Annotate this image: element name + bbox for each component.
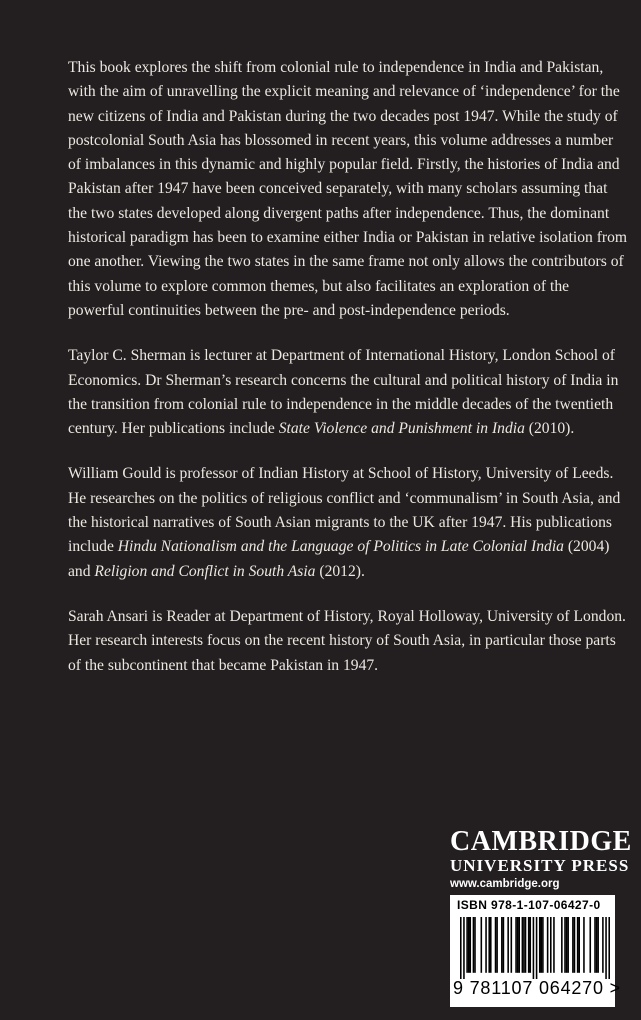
barcode-digits: 9 781107 064270 > — [453, 978, 621, 998]
barcode-bar — [550, 917, 552, 973]
publisher-logo — [450, 826, 632, 893]
barcode-bar — [583, 917, 585, 973]
barcode-bar — [561, 917, 563, 973]
author-bio-sherman — [68, 344, 628, 441]
barcode-bars — [460, 917, 610, 979]
barcode-bar — [572, 917, 574, 973]
barcode-bar — [473, 917, 475, 973]
barcode-bar — [597, 917, 599, 973]
publisher-subtitle: UNIVERSITY PRESS — [450, 856, 630, 875]
barcode-bar — [511, 917, 513, 973]
barcode-bar — [578, 917, 580, 973]
barcode-bar — [518, 917, 520, 973]
barcode-bar — [460, 917, 462, 979]
barcode-bar — [533, 917, 535, 979]
barcode-bar — [528, 917, 530, 973]
back-cover-blurb — [68, 56, 628, 699]
author-bio-gould — [68, 462, 628, 583]
barcode-bar — [522, 917, 524, 973]
author-bio-ansari: Sarah Ansari is Reader at Department of History, Royal Holloway, University of London. Her research interests focus on the recent history of South Asia, in particular those parts of the subcontinent that became Pakistan in 1947. — [68, 607, 626, 674]
barcode-bar — [517, 917, 519, 973]
barcode-bar — [496, 917, 498, 973]
barcode-bar — [507, 917, 509, 973]
bio-text: Taylor C. Sherman is lecturer at Department of International History, London School of Economics. Dr Sherman’s research concerns the cultural and political history of India in the transition from colonial rule to independence in the middle decades of the twentieth century. Her publications include — [68, 347, 619, 438]
book-description: This book explores the shift from colonial rule to independence in India and Pakistan, with the aim of unravelling the explicit meaning and relevance of ‘independence’ for the new citizens of India and Pakistan during the two decades post 1947. While the study of postcolonial South Asia has blossomed in recent years, this volume addresses a number of imbalances in this dynamic and highly popular field. Firstly, the histories of India and Pakistan after 1947 have been conceived separately, with many scholars assuming that the two states developed along divergent paths after independence. Thus, the dominant historical paradigm has been to examine either India or Pakistan in relative isolation from one another. Viewing the two states in the same frame not only allows the contributors of this volume to explore common themes, but also facilitates an exploration of the powerful continuities between the pre- and post-independence periods. — [68, 59, 628, 319]
barcode-bar — [481, 917, 483, 973]
barcode-bar — [542, 917, 544, 973]
barcode-bar — [577, 917, 579, 973]
barcode-bar — [525, 917, 527, 973]
barcode-bar — [596, 917, 598, 973]
barcode-bar — [539, 917, 541, 973]
barcode-bar — [485, 917, 487, 973]
barcode-bar — [488, 917, 490, 973]
barcode-bar — [536, 917, 538, 979]
barcode-bar — [566, 917, 568, 973]
barcode-bar — [501, 917, 503, 973]
bio-text: William Gould is professor of Indian History at School of History, University of Leeds. He researches on the politics of religious conflict and ‘communalism’ in South Asia, and the historical narratives of South Asian migrants to the UK after 1947. His publications include — [68, 465, 621, 556]
barcode-bar — [466, 917, 468, 973]
bio-text: (2012). — [315, 562, 365, 580]
barcode-bar — [594, 917, 596, 973]
barcode-bar — [503, 917, 505, 973]
barcode-bar — [469, 917, 471, 973]
barcode-bar — [474, 917, 476, 973]
book-title: Hindu Nationalism and the Language of Politics in Late Colonial India — [117, 538, 564, 556]
barcode-bar — [468, 917, 470, 973]
book-title: Religion and Conflict in South Asia — [94, 562, 316, 580]
book-title: State Violence and Punishment in India — [278, 420, 525, 438]
isbn-barcode — [450, 895, 621, 1007]
barcode-bar — [529, 917, 531, 973]
barcode-bar — [564, 917, 566, 973]
barcode-bar — [515, 917, 517, 973]
barcode-bar — [605, 917, 607, 979]
bio-text: (2010). — [524, 420, 575, 438]
barcode-bar — [574, 917, 576, 973]
barcode-bar — [567, 917, 569, 973]
publisher-name: CAMBRIDGE — [450, 826, 632, 857]
barcode-bar — [602, 917, 604, 973]
barcode-bar — [608, 917, 610, 979]
bio-text: (2004) and — [68, 538, 610, 580]
barcode-bar — [495, 917, 497, 973]
barcode-bar — [463, 917, 465, 979]
publisher-url: www.cambridge.org — [450, 878, 560, 890]
barcode-bar — [553, 917, 555, 973]
barcode-bar — [523, 917, 525, 973]
barcode-bar — [541, 917, 543, 973]
barcode-bar — [589, 917, 591, 973]
barcode-bar — [490, 917, 492, 973]
isbn-label: ISBN 978-1-107-06427-0 — [457, 898, 601, 912]
barcode-bar — [547, 917, 549, 973]
